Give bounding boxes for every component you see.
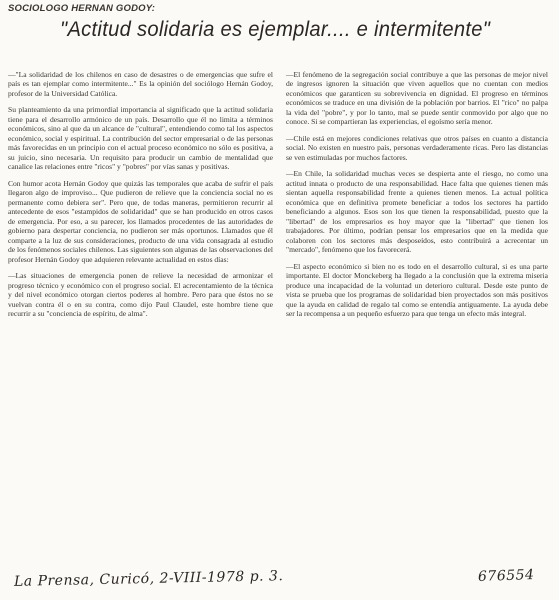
paragraph: —Chile está en mejores condiciones relativas que otros países en cuanto a distancia social. No existen en nuestro país, personas verdaderamente ricas. Pero las distancias se ven estimuladas por muchos factores. [286, 133, 548, 162]
left-column [8, 70, 273, 323]
paragraph: Con humor acota Hernán Godoy que quizás las temporales que acaba de sufrir el país llegaron algo de improviso... Que pudieron de relieve que la conciencia social no es permanente como debiera ser". Pero que, de todas maneras, permitieron recurrir al antecedente de esos "estampidos de solidaridad" que se han producido en otros casos de emergencia. Por eso, a su parecer, los llamados procedentes de las autoridades de gobierno para despertar conciencia, no pudieron ser más oportunos. Llamados que él comparte a la luz de sus consideraciones, producto de una vida consagrada al estudio de los fenómenos sociales chilenos. Las siguientes son algunas de las observaciones del profesor Hernán Godoy que adquieren relevante actualidad en estos días: [8, 178, 273, 264]
kicker-byline: SOCIOLOGO HERNAN GODOY: [8, 3, 156, 14]
paragraph: —En Chile, la solidaridad muchas veces se despierta ante el riesgo, no como una actitud innata o producto de una responsabilidad. Hace falta que quienes tienen más sientan aquella responsabilidad frente a quienes tienen menos. La actual política económica que en definitiva promete beneficiar a todos los sectores ha partido beneficiando a algunos. Esos son los que tienen la responsabilidad, puesto que la "libertad" de los empresarios es hoy mayor que la "libertad" que tienen los trabajadores. Por último, podrían pensar los empresarios que en la medida que colaboren con los sectores más desposeídos, esto contribuirá a acrecentar un "mercado", fenómeno que los favorecerá. [286, 169, 548, 255]
article-headline: "Actitud solidaria es ejemplar.... e intermitente" [60, 18, 491, 41]
paragraph: —Las situaciones de emergencia ponen de relieve la necesidad de armonizar el progreso técnico y económico con el progreso social. El acrecentamiento de la técnica y del nivel económico otorgan ciertos poderes al hombre. Pero para que éstos no se vuelvan contra él o en su contra, como dijo Paul Claudel, este hombre tiene que recurrir a su "conciencia de espíritu, de alma". [8, 271, 273, 319]
paragraph: —"La solidaridad de los chilenos en caso de desastres o de emergencias que sufre el país es tan ejemplar como intermitente..." Es la opinión del sociólogo Hernán Godoy, profesor de la Universidad Católica. [8, 70, 273, 98]
handwritten-catalog-number: 676554 [477, 567, 535, 585]
paragraph: —El fenómeno de la segregación social contribuye a que las personas de mejor nivel de ingresos ignoren la situación que viven aquellos que no cuentan con medios económicos que garanticen su sobrevivencia en dignidad. El progreso en términos económicos se traduce en una división de la población por barrios. El "rico" no palpa la vida del "pobre", y por lo tanto, mal se puede sentir conmovido por algo que no conoce. Si se compartieran las experiencias, el egoísmo sería menor. [286, 70, 548, 127]
paragraph: —El aspecto económico si bien no es todo en el desarrollo cultural, si es una parte importante. El doctor Monckeberg ha llegado a la conclusión que la extrema miseria produce una incapacidad de la voluntad un deterioro cultural. Desde este punto de vista se prueba que los programas de solidaridad bien proyectados son más positivos que la ayuda en calidad de regalo tal como se entendía antiguamente. La ayuda debe ser la recompensa a un pequeño esfuerzo para que tenga un efecto más integral. [286, 261, 548, 319]
handwritten-source-citation: La Prensa, Curicó, 2-VIII-1978 p. 3. [13, 568, 284, 590]
right-column [286, 70, 548, 323]
paragraph: Su planteamiento da una primordial importancia al significado que la actitud solidaria tiene para el desarrollo armónico de un país. Desarrollo que él no limita a términos económicos, sino al que da un alcance de "cultural", entendiendo como tal los aspectos económico, social y espiritual. La contribución del sector empresarial o de las personas más favorecidas en un principio con el actual proceso económico no sólo es positiva, a su juicio, sino necesaria. Un requisito para producir un cambio de mentalidad que canalice las relaciones entre "ricos" y "pobres" por vías sanas y positivas. [8, 105, 273, 172]
